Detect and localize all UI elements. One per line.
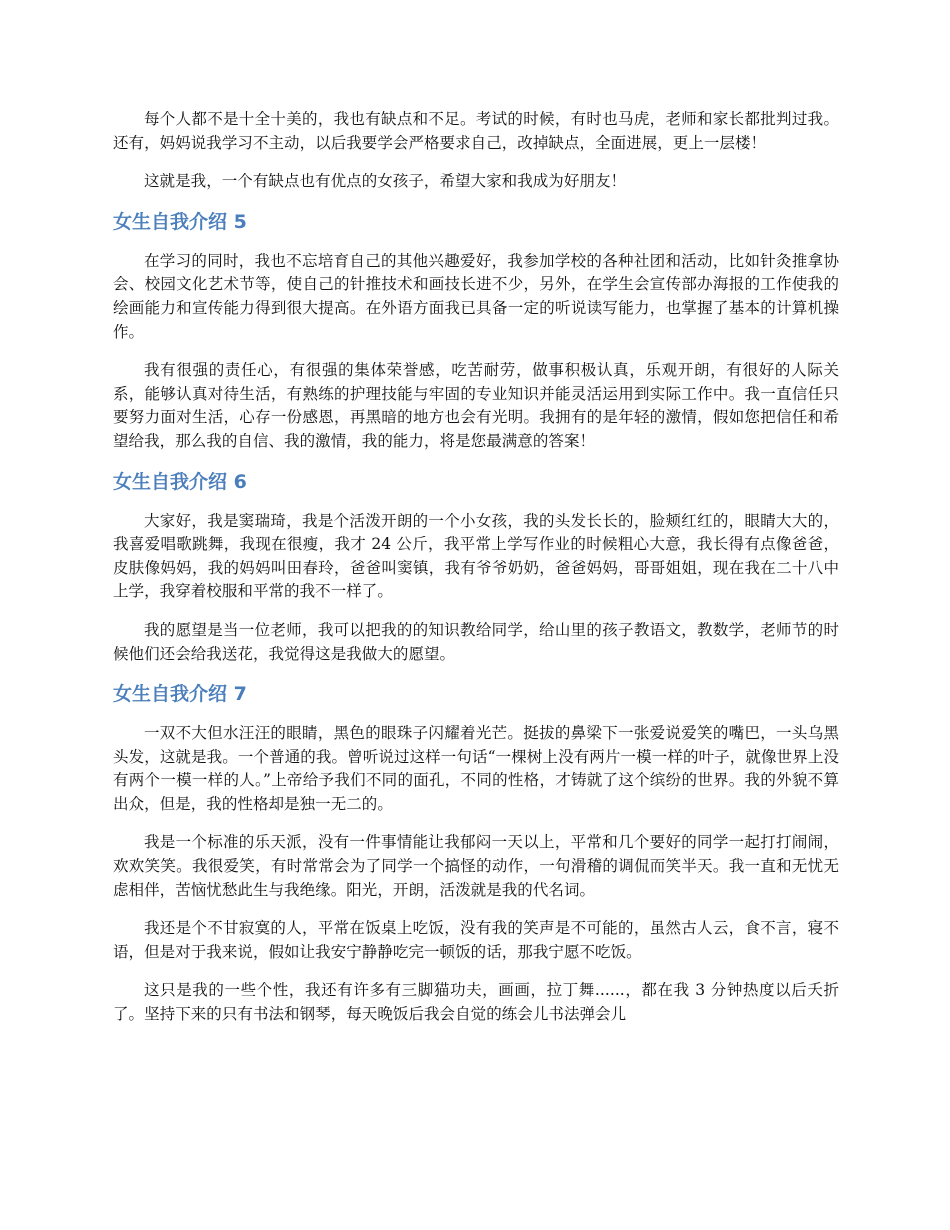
paragraph: 每个人都不是十全十美的，我也有缺点和不足。考试的时候，有时也马虎，老师和家长都批判过我。还有，妈妈说我学习不主动，以后我要学会严格要求自己，改掉缺点，全面进展，更上一层楼！ (113, 110, 839, 152)
paragraph: 在学习的同时，我也不忘培育自己的其他兴趣爱好，我参加学校的各种社团和活动，比如针灸推拿协会、校园文化艺术节等，使自己的针推技术和画技长进不少，另外，在学生会宣传部办海报的工作使我的绘画能力和宣传能力得到很大提高。在外语方面我已具备一定的听说读写能力，也掌握了基本的计算机操作。 (113, 251, 839, 341)
paragraph: 大家好，我是窦瑞琦，我是个活泼开朗的一个小女孩，我的头发长长的，脸颊红红的，眼睛大大的，我喜爱唱歌跳舞，我现在很瘦，我才 24 公斤，我平常上学写作业的时候粗心大意，我长得有点像爸爸，皮肤像妈妈，我的妈妈叫田春玲，爸爸叫窦镇，我有爷爷奶奶，爸爸妈妈，哥哥姐姐，现在我在二十八中上学，我穿着校服和平常的我不一样了。 (113, 511, 839, 601)
paragraph: 我的愿望是当一位老师，我可以把我的的知识教给同学，给山里的孩子教语文，教数学，老师节的时候他们还会给我送花，我觉得这是我做大的愿望。 (113, 620, 839, 663)
paragraph: 这只是我的一些个性，我还有许多有三脚猫功夫，画画，拉丁舞......，都在我 3 分钟热度以后夭折了。坚持下来的只有书法和钢琴，每天晚饭后我会自觉的练会儿书法弹会儿 (113, 981, 839, 1024)
paragraph: 我还是个不甘寂寞的人，平常在饭桌上吃饭，没有我的笑声是不可能的，虽然古人云，食不言，寝不语，但是对于我来说，假如让我安宁静静吃完一顿饭的话，那我宁愿不吃饭。 (113, 919, 839, 961)
document-page (113, 108, 839, 1042)
section-heading: 女生自我介绍 6 (113, 470, 247, 493)
paragraph: 我是一个标准的乐天派，没有一件事情能让我郁闷一天以上，平常和几个要好的同学一起打打闹闹，欢欢笑笑。我很爱笑，有时常常会为了同学一个搞怪的动作，一句滑稽的调侃而笑半天。我一直和无忧无虑相伴，苦恼忧愁此生与我绝缘。阳光，开朗，活泼就是我的代名词。 (113, 833, 839, 899)
paragraph: 一双不大但水汪汪的眼睛，黑色的眼珠子闪耀着光芒。挺拔的鼻梁下一张爱说爱笑的嘴巴，一头乌黑头发，这就是我。一个普通的我。曾听说过这样一句话“一棵树上没有两片一模一样的叶子，就像世界上没有两个一模一样的人。”上帝给予我们不同的面孔，不同的性格，才铸就了这个缤纷的世界。我的外貌不算出众，但是，我的性格却是独一无二的。 (113, 724, 839, 813)
section-heading: 女生自我介绍 5 (113, 210, 247, 233)
paragraph: 我有很强的责任心，有很强的集体荣誉感，吃苦耐劳，做事积极认真，乐观开朗，有很好的人际关系，能够认真对待生活，有熟练的护理技能与牢固的专业知识并能灵活运用到实际工作中。我一直信任只要努力面对生活，心存一份感恩，再黑暗的地方也会有光明。我拥有的是年轻的激情，假如您把信任和希望给我，那么我的自信、我的激情，我的能力，将是您最满意的答案！ (113, 361, 839, 450)
paragraph: 这就是我，一个有缺点也有优点的女孩子，希望大家和我成为好朋友！ (144, 172, 627, 191)
section-heading: 女生自我介绍 7 (113, 683, 247, 706)
